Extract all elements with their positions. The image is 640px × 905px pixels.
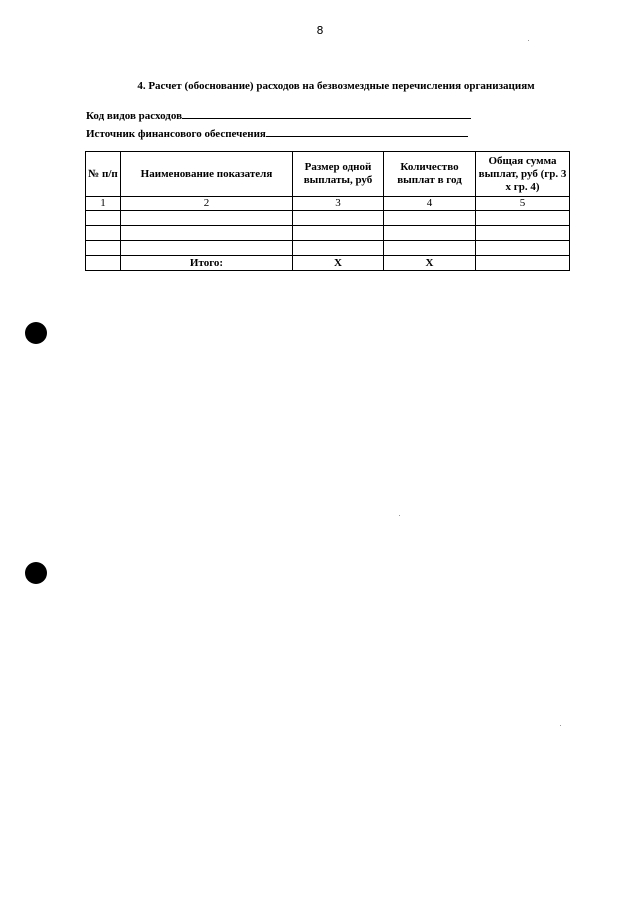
table-cell bbox=[121, 241, 293, 256]
punch-hole bbox=[25, 562, 47, 584]
total-row bbox=[86, 256, 570, 271]
table-header-row bbox=[86, 152, 570, 197]
funding-source-blank bbox=[266, 126, 468, 137]
column-number: 2 bbox=[121, 197, 293, 211]
table-cell bbox=[384, 226, 476, 241]
table-cell bbox=[86, 256, 121, 271]
table-cell bbox=[121, 211, 293, 226]
column-number: 4 bbox=[384, 197, 476, 211]
table-row bbox=[86, 241, 570, 256]
expense-code-label: Код видов расходов bbox=[86, 110, 183, 122]
header-number: № п/п bbox=[86, 152, 121, 197]
table-cell bbox=[293, 226, 384, 241]
table-cell bbox=[384, 211, 476, 226]
table-cell bbox=[476, 226, 570, 241]
header-payment-size: Размер одной выплаты, руб bbox=[293, 152, 384, 197]
table-row bbox=[86, 211, 570, 226]
table-row bbox=[86, 226, 570, 241]
section-heading: 4. Расчет (обоснование) расходов на безвозмездные перечисления организациям bbox=[137, 80, 535, 92]
expense-code-blank bbox=[182, 108, 471, 119]
total-amount-cell bbox=[476, 256, 570, 271]
total-payments-count-mark: Х bbox=[384, 256, 476, 271]
funding-source-label: Источник финансового обеспечения bbox=[86, 128, 266, 140]
punch-hole bbox=[25, 322, 47, 344]
total-payment-size-mark: Х bbox=[293, 256, 384, 271]
table-cell bbox=[384, 241, 476, 256]
table-cell bbox=[86, 241, 121, 256]
column-number: 1 bbox=[86, 197, 121, 211]
table-cell bbox=[476, 241, 570, 256]
expense-table bbox=[85, 151, 570, 271]
column-number: 3 bbox=[293, 197, 384, 211]
scan-speck bbox=[528, 40, 529, 41]
table-cell bbox=[86, 226, 121, 241]
header-indicator-name: Наименование показателя bbox=[121, 152, 293, 197]
table-cell bbox=[86, 211, 121, 226]
column-number-row bbox=[86, 197, 570, 211]
total-label: Итого: bbox=[121, 256, 293, 271]
table-cell bbox=[293, 211, 384, 226]
funding-source-field bbox=[86, 126, 468, 141]
header-total-amount: Общая сумма выплат, руб (гр. 3 х гр. 4) bbox=[476, 152, 570, 197]
header-payments-per-year: Количество выплат в год bbox=[384, 152, 476, 197]
table-cell bbox=[121, 226, 293, 241]
table-cell bbox=[293, 241, 384, 256]
column-number: 5 bbox=[476, 197, 570, 211]
table-cell bbox=[476, 211, 570, 226]
expense-code-field bbox=[86, 108, 471, 123]
scan-speck bbox=[560, 725, 561, 726]
page-number: 8 bbox=[316, 24, 324, 37]
scan-speck bbox=[399, 515, 400, 516]
